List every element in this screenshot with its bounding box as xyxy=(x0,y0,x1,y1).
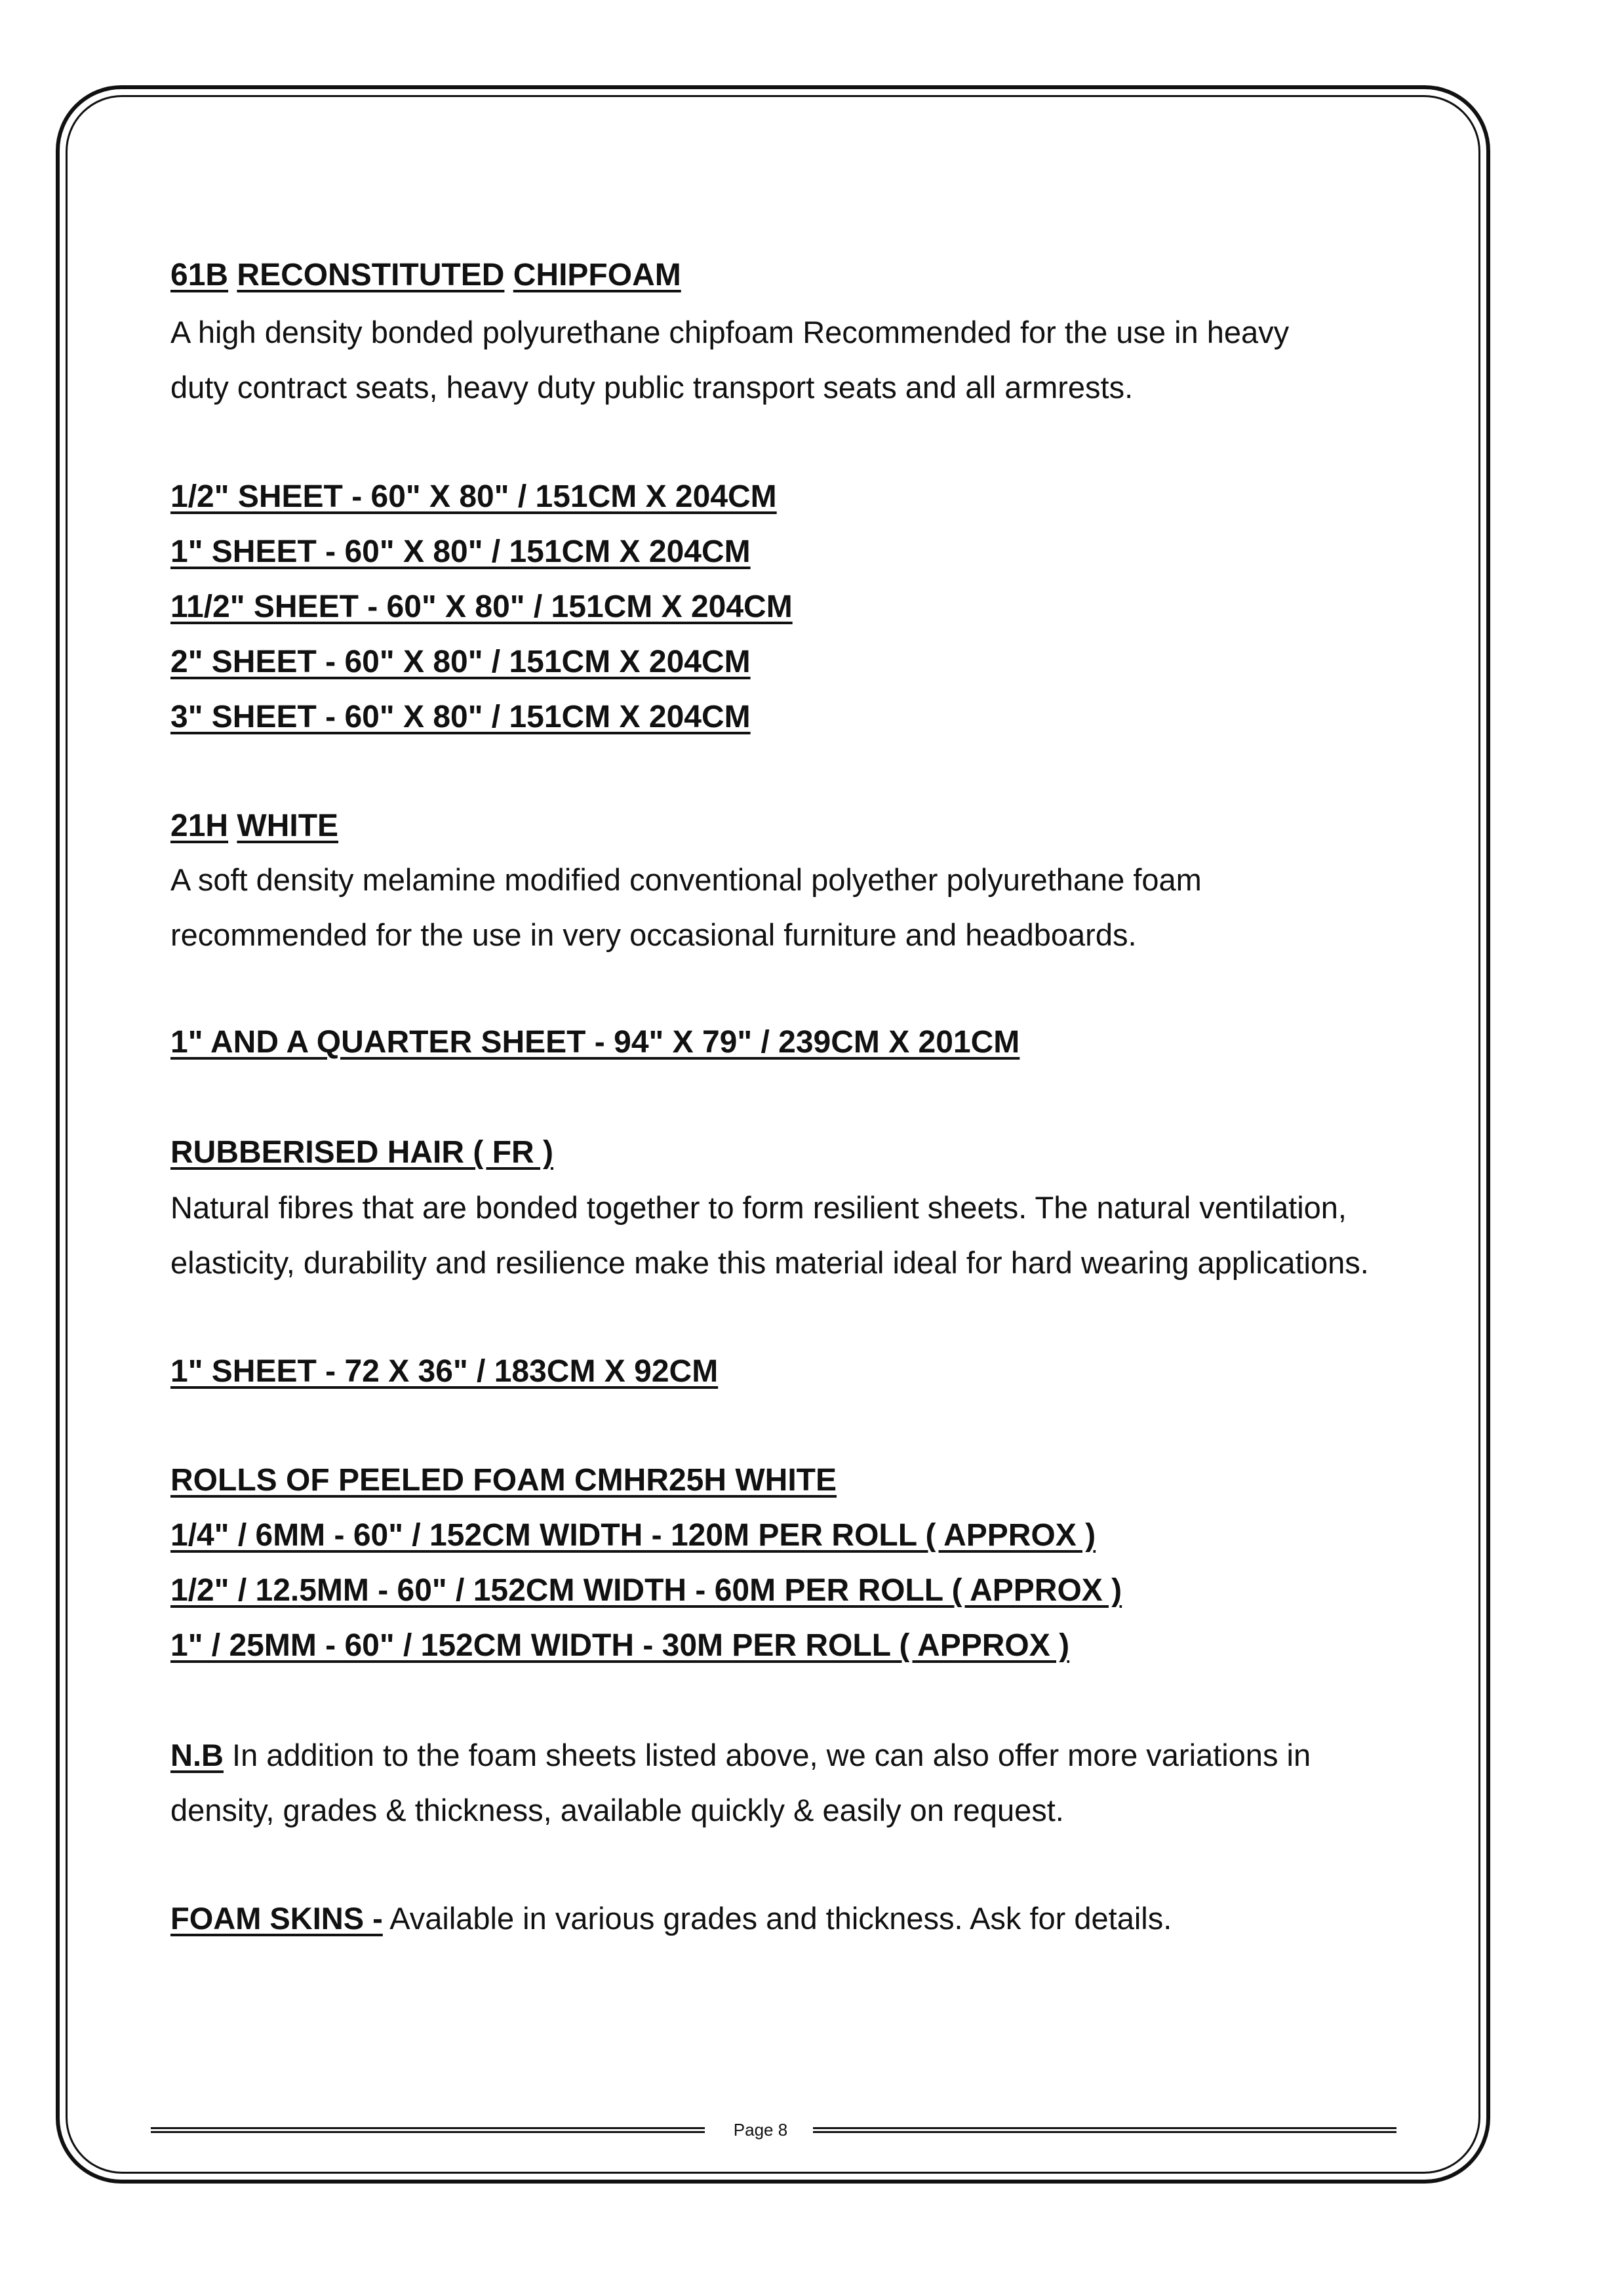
chipfoam-description-line-2: duty contract seats, heavy duty public transport seats and all armrests. xyxy=(170,370,1134,405)
peeled-foam-roll-3: 1" / 25MM - 60" / 152CM WIDTH - 30M PER ROLL ( APPROX ) xyxy=(170,1628,1070,1663)
rubberised-hair-sheet: 1" SHEET - 72 X 36" / 183CM X 92CM xyxy=(170,1354,719,1389)
note-line-2: density, grades & thickness, available quickly & easily on request. xyxy=(170,1793,1064,1827)
chipfoam-sheet-3: 11/2" SHEET - 60" X 80" / 151CM X 204CM xyxy=(170,589,793,624)
chipfoam-sheet-1: 1/2" SHEET - 60" X 80" / 151CM X 204CM xyxy=(170,479,777,514)
chipfoam-sheet-5: 3" SHEET - 60" X 80" / 151CM X 204CM xyxy=(170,700,751,734)
white21h-description-line-1: A soft density melamine modified conventional polyether polyurethane foam xyxy=(170,862,1202,897)
peeled-foam-roll-1: 1/4" / 6MM - 60" / 152CM WIDTH - 120M PER ROLL ( APPROX ) xyxy=(170,1518,1096,1553)
white21h-title: WHITE xyxy=(237,808,339,843)
chipfoam-title-word-1: RECONSTITUTED xyxy=(237,258,505,292)
note-label: N.B xyxy=(170,1738,224,1772)
footer-rule-left xyxy=(151,2127,705,2133)
white21h-description-line-2: recommended for the use in very occasional furniture and headboards. xyxy=(170,917,1137,952)
page-footer xyxy=(66,2110,1480,2149)
footer-rule-right xyxy=(813,2127,1396,2133)
rubberised-hair-description-line-1: Natural fibres that are bonded together to form resilient sheets. The natural ventilation, xyxy=(170,1190,1347,1225)
peeled-foam-roll-2: 1/2" / 12.5MM - 60" / 152CM WIDTH - 60M PER ROLL ( APPROX ) xyxy=(170,1573,1122,1608)
peeled-foam-heading: ROLLS OF PEELED FOAM CMHR25H WHITE xyxy=(170,1463,837,1498)
page-number: Page 8 xyxy=(733,2120,788,2140)
white21h-sheet: 1" AND A QUARTER SHEET - 94" X 79" / 239CM X 201CM xyxy=(170,1025,1020,1060)
foam-skins-line xyxy=(170,1891,1172,1946)
note-line-1 xyxy=(170,1728,1311,1783)
chipfoam-code: 61B xyxy=(170,258,229,292)
note-text-1: In addition to the foam sheets listed above, we can also offer more variations in xyxy=(223,1738,1311,1772)
white21h-code: 21H xyxy=(170,808,229,843)
foam-skins-label: FOAM SKINS - xyxy=(170,1901,383,1936)
chipfoam-sheet-4: 2" SHEET - 60" X 80" / 151CM X 204CM xyxy=(170,645,751,679)
foam-skins-text: Available in various grades and thickness. Ask for details. xyxy=(382,1901,1172,1936)
chipfoam-sheet-2: 1" SHEET - 60" X 80" / 151CM X 204CM xyxy=(170,534,751,569)
chipfoam-title-word-2: CHIPFOAM xyxy=(513,258,681,292)
chipfoam-description-line-1: A high density bonded polyurethane chipfoam Recommended for the use in heavy xyxy=(170,315,1290,349)
rubberised-hair-heading: RUBBERISED HAIR ( FR ) xyxy=(170,1135,553,1170)
rubberised-hair-description-line-2: elasticity, durability and resilience make this material ideal for hard wearing applications. xyxy=(170,1245,1369,1280)
white21h-heading xyxy=(170,807,338,846)
chipfoam-heading xyxy=(170,256,681,295)
